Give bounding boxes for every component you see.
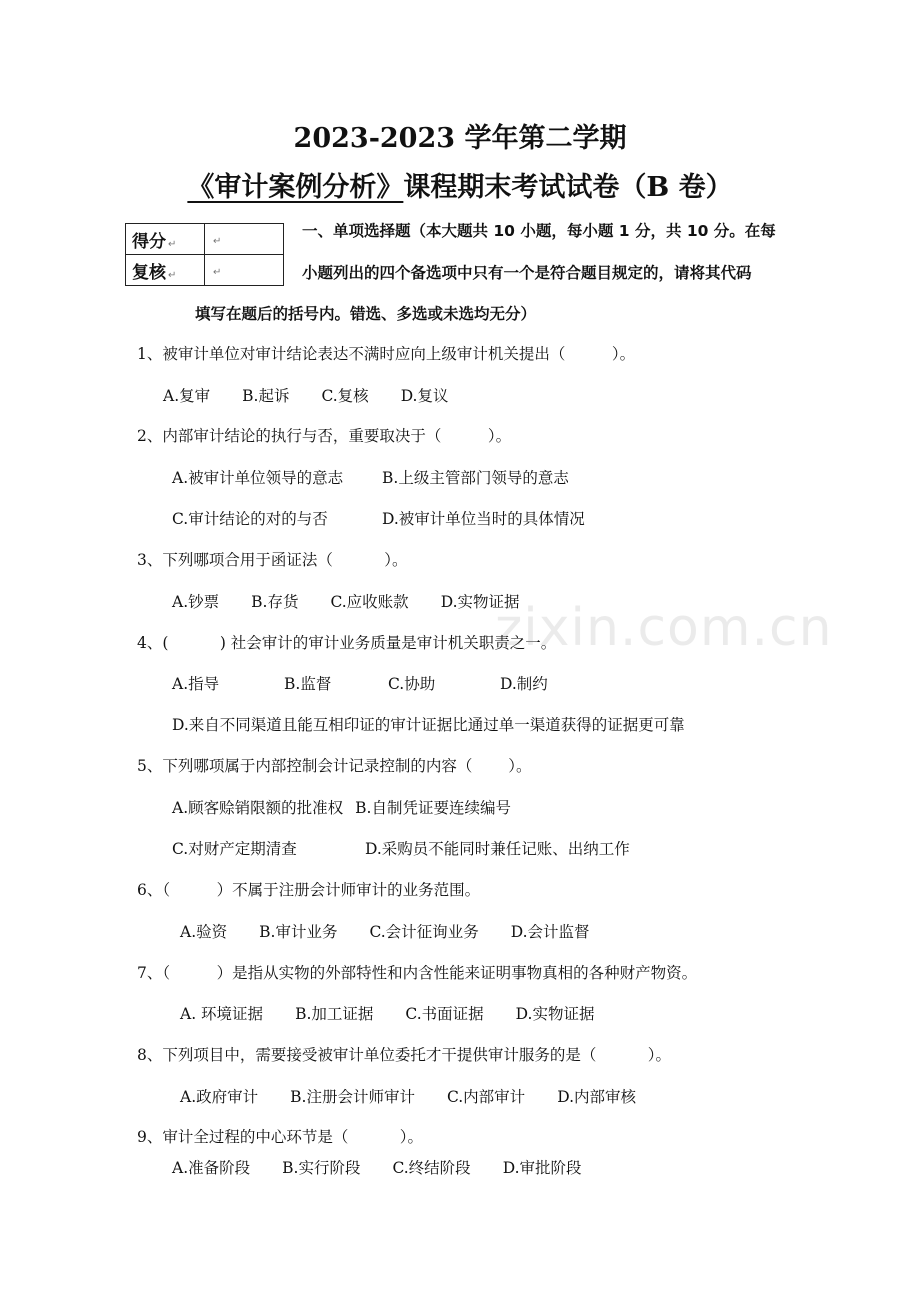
option-d: D.内部审核 [557, 1088, 637, 1106]
question-4-extra-line: D.来自不同渠道且能互相印证的审计证据比通过单一渠道获得的证据更可靠 [172, 716, 685, 734]
score-label: 得分 [132, 231, 166, 252]
return-mark-icon: ↵ [213, 236, 222, 247]
review-label: 复核 [132, 262, 166, 283]
exam-course-title [0, 165, 920, 204]
question-6-options [180, 920, 590, 942]
question-1-options [163, 384, 449, 406]
option-c: C.内部审计 [446, 1088, 526, 1106]
question-3: 3、下列哪项合用于函证法（ ）。 [137, 551, 408, 569]
question-9: 9、审计全过程的中心环节是（ ）。 [137, 1128, 424, 1146]
option-a: A.准备阶段 [172, 1159, 251, 1177]
question-7: 7、（ ）是指从实物的外部特性和内含性能来证明事物真相的各种财产物资。 [137, 964, 698, 982]
option-d: D.复议 [400, 387, 449, 405]
question-5-options-row1 [172, 796, 511, 818]
watermark: zixin.com.cn [495, 598, 833, 658]
question-3-options [172, 590, 520, 612]
option-b: B.注册会计师审计 [290, 1088, 415, 1106]
question-4-option-c: C.协助 [388, 675, 436, 693]
question-1: 1、被审计单位对审计结论表达不满时应向上级审计机关提出（ ）。 [137, 345, 636, 363]
question-2-option-b: B.上级主管部门领导的意志 [382, 469, 569, 487]
section-heading-line3: 填写在题后的括号内。错选、多选或未选均无分） [195, 305, 537, 323]
option-c: C.书面证据 [405, 1005, 484, 1023]
question-2-option-d: D.被审计单位当时的具体情况 [382, 510, 585, 528]
return-mark-icon: ↵ [168, 238, 177, 250]
question-4-option-a: A.指导 [172, 675, 220, 693]
question-8: 8、下列项目中，需要接受被审计单位委托才干提供审计服务的是（ ）。 [137, 1046, 672, 1064]
score-box [125, 223, 284, 286]
return-mark-icon: ↵ [168, 269, 177, 281]
review-label-cell [126, 255, 205, 286]
option-a: A.政府审计 [180, 1088, 259, 1106]
question-2-option-a: A.被审计单位领导的意志 [172, 469, 344, 487]
question-7-options [180, 1002, 594, 1024]
option-c: C.会计征询业务 [369, 923, 479, 941]
question-5: 5、下列哪项属于内部控制会计记录控制的内容（ ）。 [137, 757, 532, 775]
option-d: D.实物证据 [440, 593, 520, 611]
return-mark-icon: ↵ [213, 267, 222, 278]
option-b: B.审计业务 [259, 923, 338, 941]
option-b: B.存货 [251, 593, 299, 611]
question-4-option-d: D.制约 [500, 675, 548, 693]
exam-term-title: 2023-2023 学年第二学期 [293, 123, 627, 154]
question-4-option-b: B.监督 [284, 675, 332, 693]
question-5-option-d: D.采购员不能同时兼任记账、出纳工作 [365, 840, 630, 858]
option-c: C.终结阶段 [392, 1159, 471, 1177]
option-d: D.审批阶段 [502, 1159, 582, 1177]
option-c: C.应收账款 [330, 593, 409, 611]
question-9-options [172, 1156, 582, 1178]
option-a: A. 环境证据 [180, 1005, 264, 1023]
question-6: 6、（ ）不属于注册会计师审计的业务范围。 [137, 881, 481, 899]
option-b: B.自制凭证要连续编号 [355, 799, 511, 817]
option-a: A.验资 [180, 923, 228, 941]
question-8-options [180, 1085, 636, 1107]
course-name: 《审计案例分析》 [187, 172, 404, 203]
question-5-option-c: C.对财产定期清查 [172, 840, 297, 858]
question-2: 2、内部审计结论的执行与否，重要取决于（ ）。 [137, 427, 512, 445]
option-b: B.实行阶段 [282, 1159, 361, 1177]
option-a: A.顾客赊销限额的批准权 [172, 799, 344, 817]
option-a: A.钞票 [172, 593, 220, 611]
question-4: 4、( ) 社会审计的审计业务质量是审计机关职责之一。 [137, 634, 557, 652]
review-value-cell [205, 255, 284, 286]
score-label-cell [126, 224, 205, 255]
section-heading-line1: 一、单项选择题（本大题共 10 小题，每小题 1 分，共 10 分。在每 [302, 222, 776, 240]
section-heading-line2: 小题列出的四个备选项中只有一个是符合题目规定的，请将其代码 [302, 264, 752, 282]
option-c: C.复核 [321, 387, 369, 405]
option-b: B.起诉 [242, 387, 290, 405]
option-a: A.复审 [163, 387, 211, 405]
exam-name: 课程期末考试试卷（B 卷） [403, 172, 733, 203]
option-d: D.会计监督 [510, 923, 590, 941]
score-value-cell [205, 224, 284, 255]
option-b: B.加工证据 [295, 1005, 374, 1023]
question-2-option-c: C.审计结论的对的与否 [172, 510, 328, 528]
option-d: D.实物证据 [515, 1005, 595, 1023]
